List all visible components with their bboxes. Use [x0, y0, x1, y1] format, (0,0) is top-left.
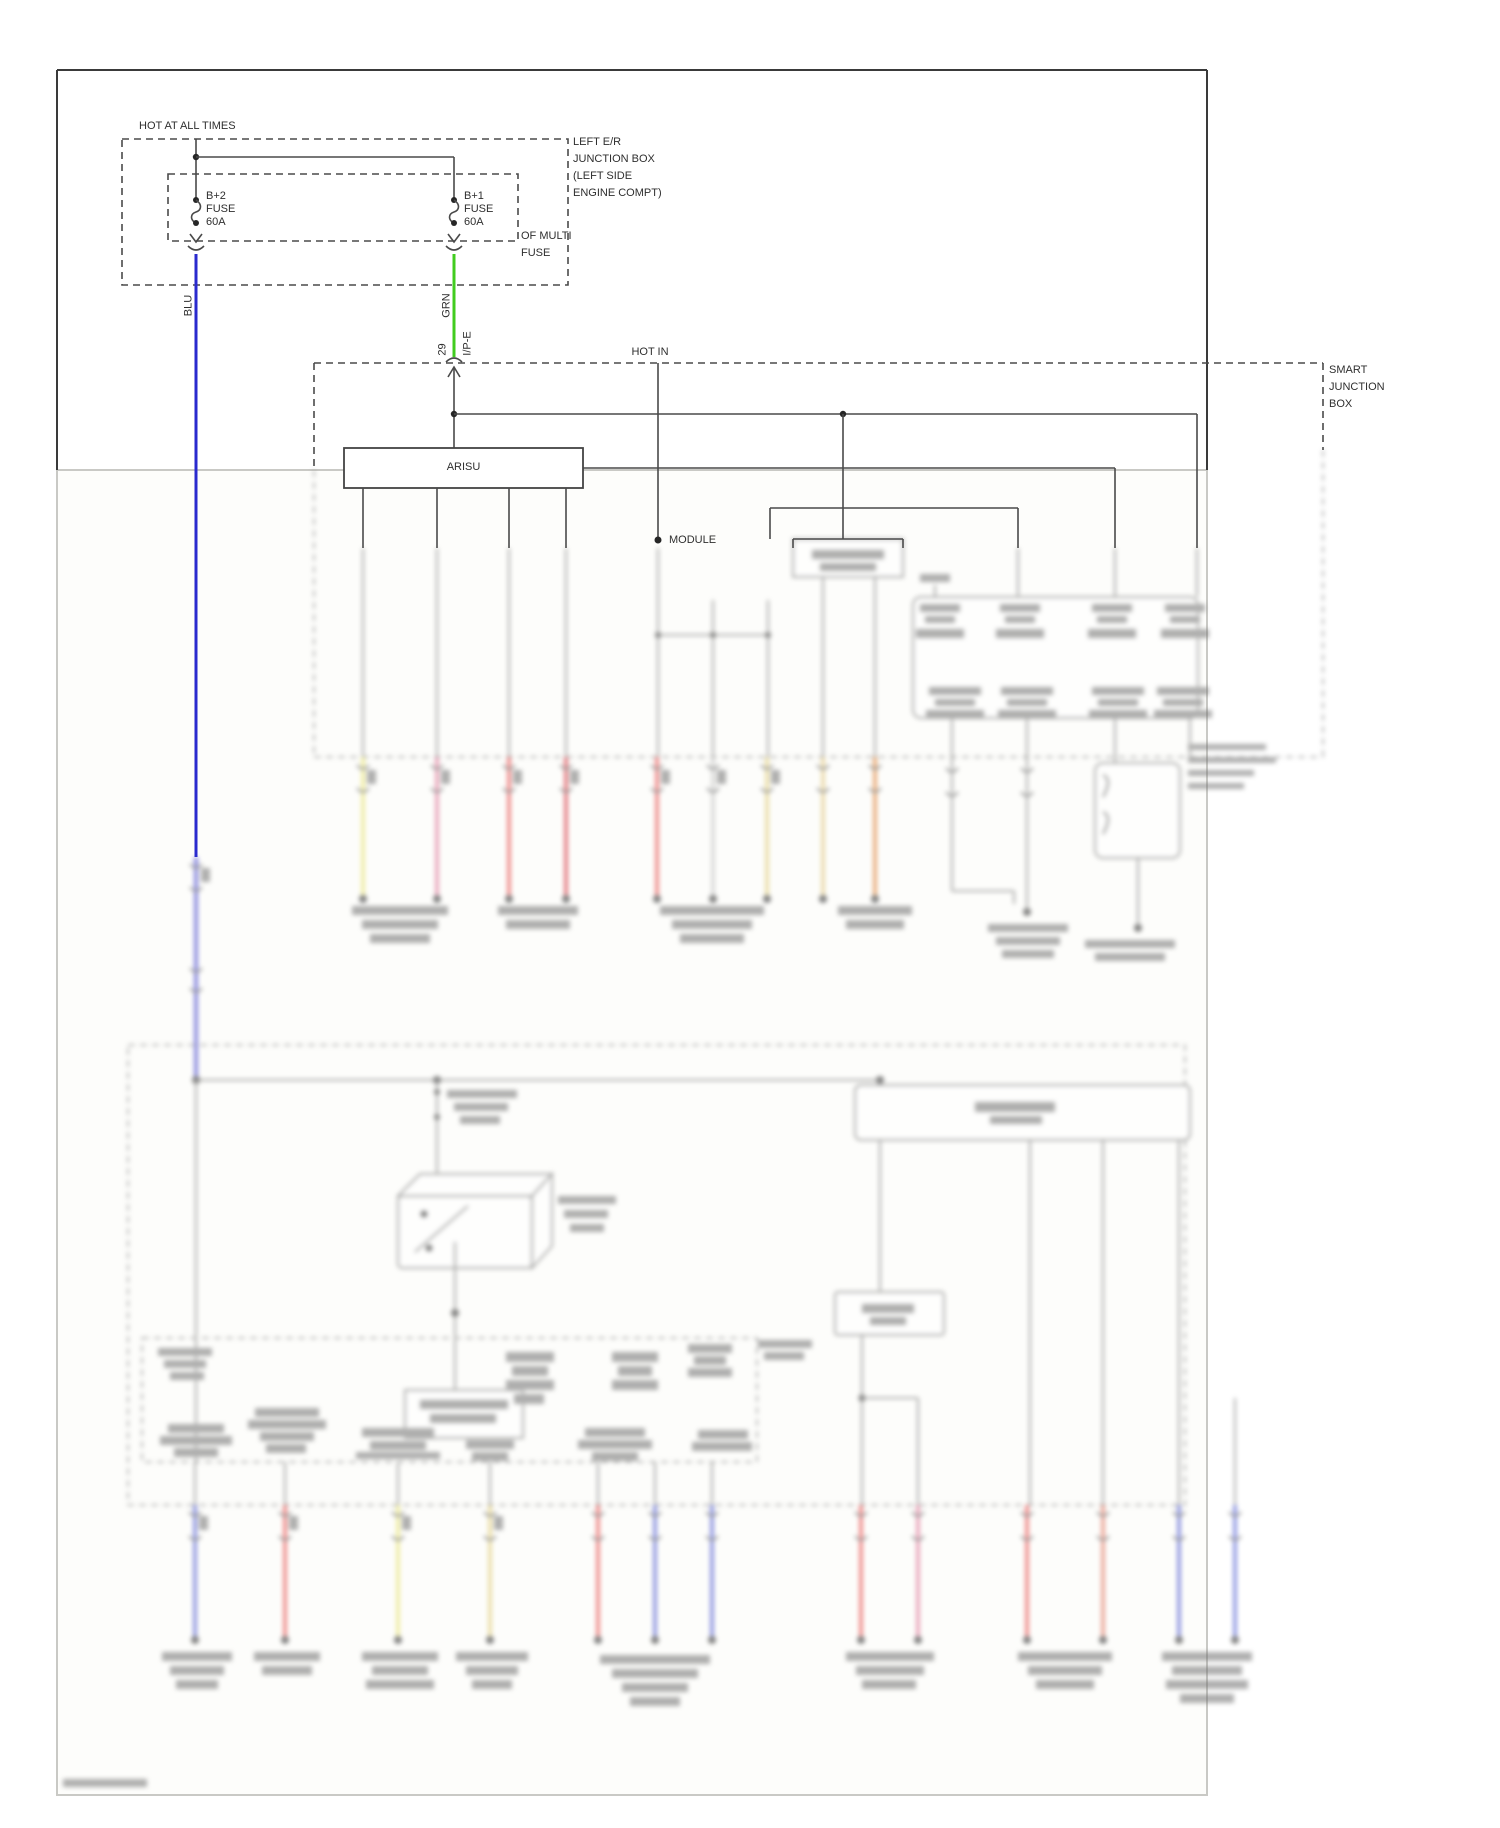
multi-fuse-label-line2: FUSE: [521, 247, 551, 259]
fuse-b1-name: B+1: [464, 190, 484, 202]
arisu-box-label: ARISU: [446, 461, 481, 473]
grn-wire-color-label: GRN: [440, 293, 453, 318]
junction-box-name-line2: JUNCTION BOX: [573, 153, 655, 165]
connector-pin-number: 29: [436, 343, 449, 356]
module-label: MODULE: [669, 534, 717, 546]
sjb-name-line3: BOX: [1329, 398, 1353, 410]
left-er-junction-box-outline: [122, 139, 568, 285]
hot-at-all-times-label: HOT AT ALL TIMES: [139, 120, 236, 132]
connector-name: I/P-E: [461, 331, 474, 356]
fuse-b1-type: FUSE: [464, 203, 494, 215]
junction-box-name-line1: LEFT E/R: [573, 136, 622, 148]
fuse-b2-type: FUSE: [206, 203, 236, 215]
fuse-b2-name: B+2: [206, 190, 226, 202]
fuse-b2-rating: 60A: [206, 216, 226, 228]
hot-in-label: HOT IN: [631, 346, 669, 358]
fuse-b1-rating: 60A: [464, 216, 484, 228]
junction-box-name-line4: ENGINE COMPT): [573, 187, 662, 199]
fuse-feed-wires: [193, 139, 454, 200]
fuse-b1-symbol: [446, 197, 462, 250]
sjb-name-line2: JUNCTION: [1329, 381, 1385, 393]
blu-wire-color-label: BLU: [182, 294, 195, 317]
multi-fuse-label-line1: OF MULTI: [521, 230, 572, 242]
fuse-b2-symbol: [188, 197, 204, 250]
sjb-name-line1: SMART: [1329, 364, 1368, 376]
junction-box-name-line3: (LEFT SIDE: [573, 170, 633, 182]
